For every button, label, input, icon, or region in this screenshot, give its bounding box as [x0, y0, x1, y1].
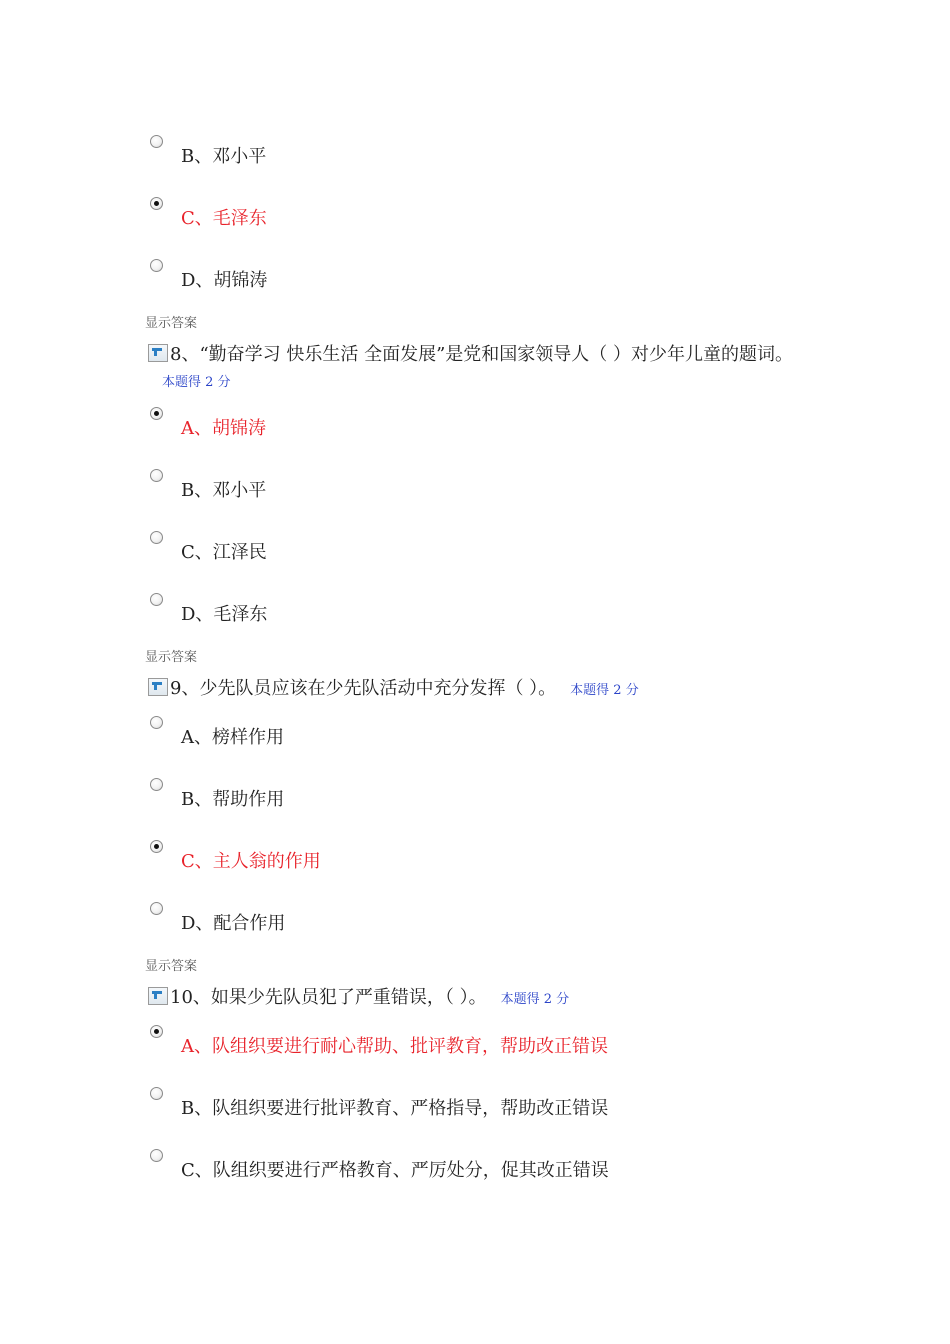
q7-show-answer-link[interactable]: 显示答案 [145, 316, 198, 331]
radio-button[interactable] [150, 593, 163, 606]
option-label: A、队组织要进行耐心帮助、批评教育，帮助改正错误 [181, 1036, 608, 1057]
option-label: A、胡锦涛 [181, 418, 266, 439]
option-label: D、胡锦涛 [181, 270, 268, 291]
radio-button[interactable] [150, 469, 163, 482]
option-label: C、队组织要进行严格教育、严厉处分，促其改正错误 [181, 1160, 609, 1181]
option-label: D、配合作用 [181, 913, 286, 934]
radio-button-checked[interactable] [150, 407, 163, 420]
q7-option-c[interactable] [150, 197, 850, 237]
q9-option-c[interactable] [150, 840, 850, 880]
q9-score: 本题得 2 分 [570, 683, 639, 698]
option-label: B、邓小平 [181, 146, 267, 167]
option-label: B、队组织要进行批评教育、严格指导，帮助改正错误 [181, 1098, 609, 1119]
q8-option-a[interactable] [150, 407, 850, 447]
q8-option-c[interactable] [150, 531, 850, 571]
q7-option-b[interactable] [150, 135, 850, 175]
option-label: A、榜样作用 [181, 727, 284, 748]
option-label: D、毛泽东 [181, 604, 268, 625]
option-label: C、江泽民 [181, 542, 267, 563]
question-flag-icon [148, 344, 168, 362]
radio-button-checked[interactable] [150, 197, 163, 210]
radio-button[interactable] [150, 1087, 163, 1100]
option-label: B、帮助作用 [181, 789, 285, 810]
radio-button[interactable] [150, 531, 163, 544]
radio-button[interactable] [150, 778, 163, 791]
q9-option-a[interactable] [150, 716, 850, 756]
q8-option-d[interactable] [150, 593, 850, 633]
radio-button-checked[interactable] [150, 840, 163, 853]
q8-option-b[interactable] [150, 469, 850, 509]
radio-button-checked[interactable] [150, 1025, 163, 1038]
radio-button[interactable] [150, 902, 163, 915]
radio-button[interactable] [150, 259, 163, 272]
radio-button[interactable] [150, 716, 163, 729]
question-flag-icon [148, 987, 168, 1005]
option-label: C、主人翁的作用 [181, 851, 321, 872]
question-flag-icon [148, 678, 168, 696]
q10-option-a[interactable] [150, 1025, 850, 1065]
q9-option-b[interactable] [150, 778, 850, 818]
q10-question-text: 10、如果少先队员犯了严重错误，（ ）。 [170, 987, 487, 1008]
radio-button[interactable] [150, 135, 163, 148]
q10-question [148, 985, 808, 1013]
q8-question [148, 342, 808, 396]
radio-button[interactable] [150, 1149, 163, 1162]
q9-question-text: 9、少先队员应该在少先队活动中充分发挥（ ）。 [170, 678, 557, 699]
q10-option-c[interactable] [150, 1149, 850, 1189]
q8-score: 本题得 2 分 [162, 375, 231, 390]
q9-question [148, 676, 808, 704]
q8-question-text: 8、“勤奋学习 快乐生活 全面发展”是党和国家领导人（ ）对少年儿童的题词。 [170, 344, 794, 365]
q7-option-d[interactable] [150, 259, 850, 299]
option-label: B、邓小平 [181, 480, 267, 501]
q10-option-b[interactable] [150, 1087, 850, 1127]
q9-show-answer-link[interactable]: 显示答案 [145, 959, 198, 974]
option-label: C、毛泽东 [181, 208, 267, 229]
q8-show-answer-link[interactable]: 显示答案 [145, 650, 198, 665]
q9-option-d[interactable] [150, 902, 850, 942]
q10-score: 本题得 2 分 [500, 992, 570, 1007]
